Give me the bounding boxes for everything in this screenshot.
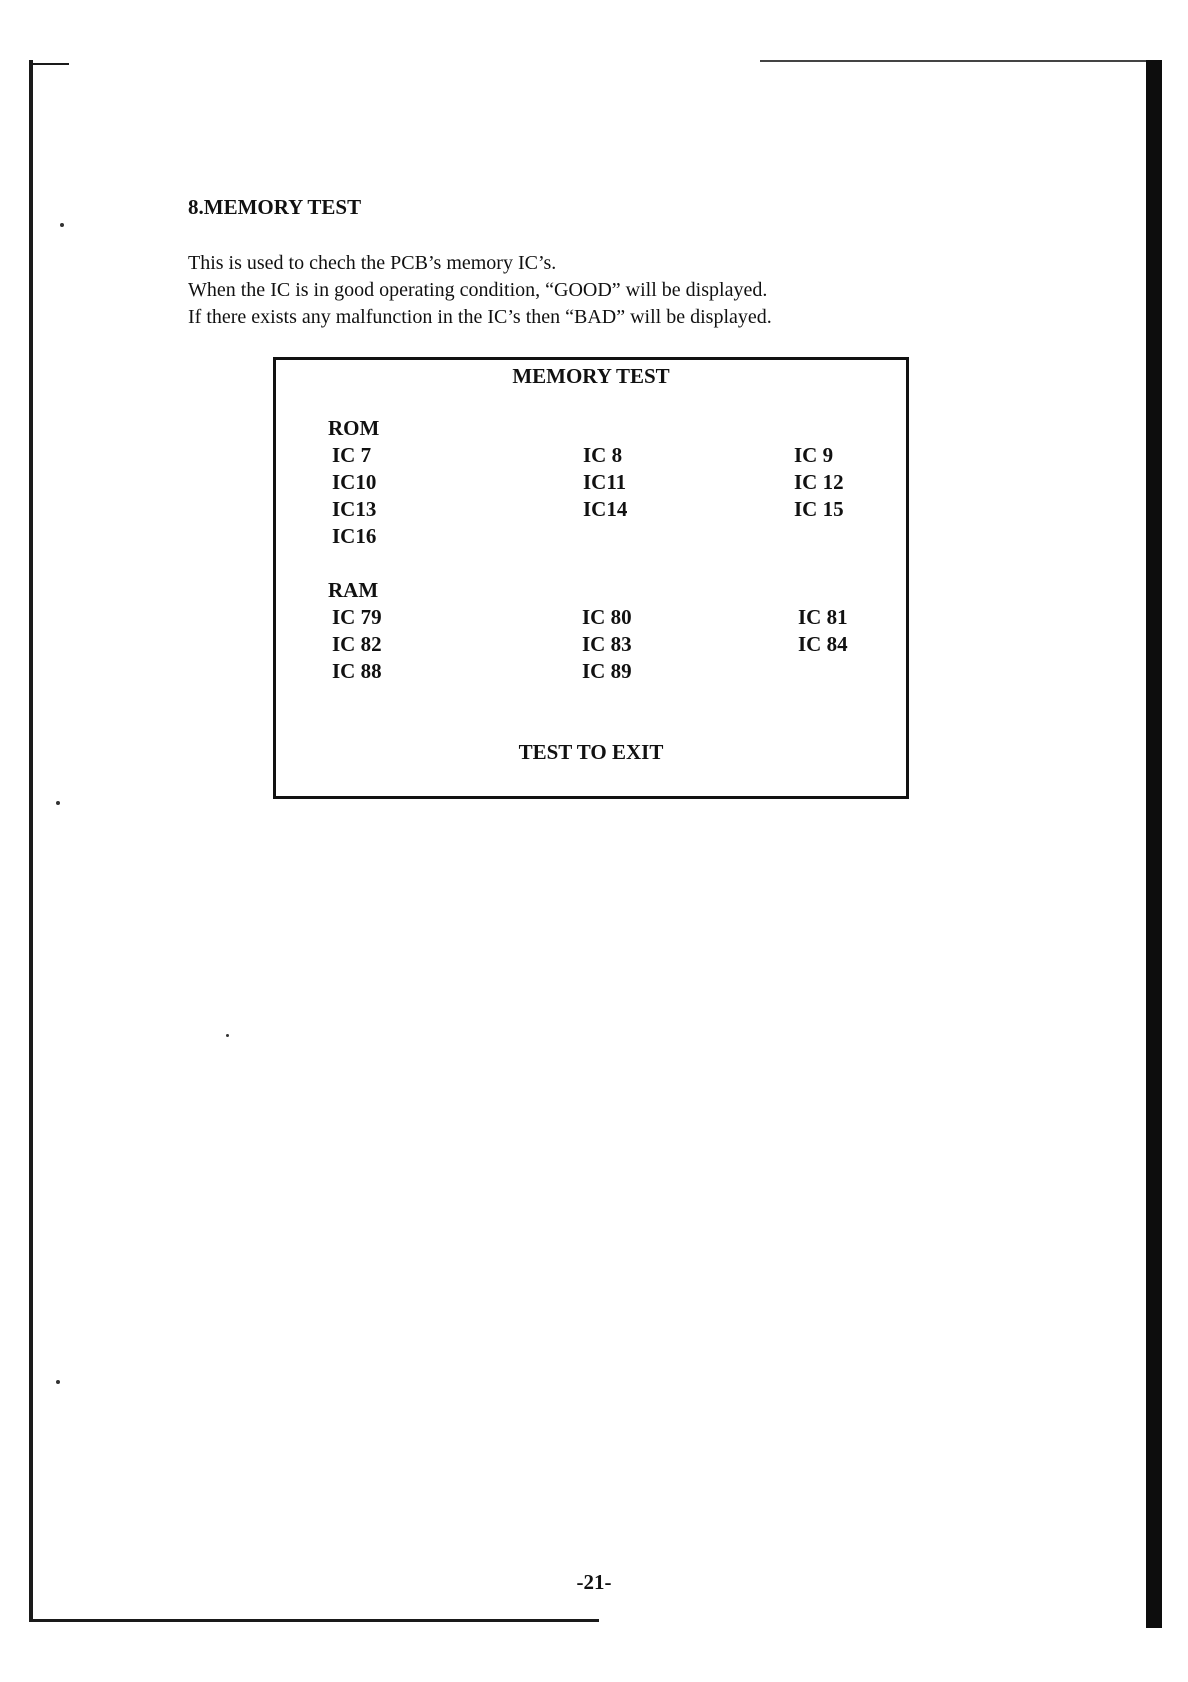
- ram-ic-cell: IC 79: [332, 605, 382, 629]
- rom-ic-cell: IC 12: [794, 470, 844, 494]
- scan-speck: [56, 801, 60, 805]
- memory-test-screen: [273, 357, 909, 799]
- scan-border-right: [1146, 60, 1162, 1628]
- scan-border-top: [760, 60, 1152, 62]
- ram-ic-cell: IC 84: [798, 632, 848, 656]
- scan-border-left: [29, 60, 33, 1622]
- rom-ic-cell: IC14: [583, 497, 628, 521]
- intro-line: This is used to chech the PCB’s memory IC’s.: [188, 252, 557, 274]
- scan-speck: [60, 223, 64, 227]
- intro-line: If there exists any malfunction in the IC’s then “BAD” will be displayed.: [188, 306, 772, 328]
- rom-ic-cell: IC 7: [332, 443, 372, 467]
- section-title: 8.MEMORY TEST: [188, 195, 362, 219]
- ram-group-label: RAM: [328, 578, 379, 602]
- ram-ic-cell: IC 89: [582, 659, 632, 683]
- rom-ic-cell: IC13: [332, 497, 377, 521]
- scan-speck: [56, 1380, 60, 1384]
- scan-border-bottom: [29, 1619, 599, 1622]
- rom-ic-cell: IC10: [332, 470, 377, 494]
- rom-ic-cell: IC 15: [794, 497, 844, 521]
- rom-ic-cell: IC 8: [583, 443, 623, 467]
- ram-ic-cell: IC 83: [582, 632, 632, 656]
- ram-ic-cell: IC 81: [798, 605, 848, 629]
- exit-instruction: TEST TO EXIT: [518, 740, 664, 764]
- rom-ic-cell: IC 9: [794, 443, 834, 467]
- rom-group-label: ROM: [328, 416, 380, 440]
- page-number: -21-: [576, 1570, 612, 1594]
- ram-ic-cell: IC 80: [582, 605, 632, 629]
- scan-speck: [226, 1034, 229, 1037]
- rom-ic-cell: IC16: [332, 524, 377, 548]
- ram-ic-cell: IC 82: [332, 632, 382, 656]
- scan-border-top-left: [29, 63, 69, 65]
- intro-line: When the IC is in good operating condition, “GOOD” will be displayed.: [188, 279, 768, 301]
- rom-ic-cell: IC11: [583, 470, 627, 494]
- intro-paragraph: [188, 250, 772, 331]
- screen-title: MEMORY TEST: [512, 364, 670, 388]
- ram-ic-cell: IC 88: [332, 659, 382, 683]
